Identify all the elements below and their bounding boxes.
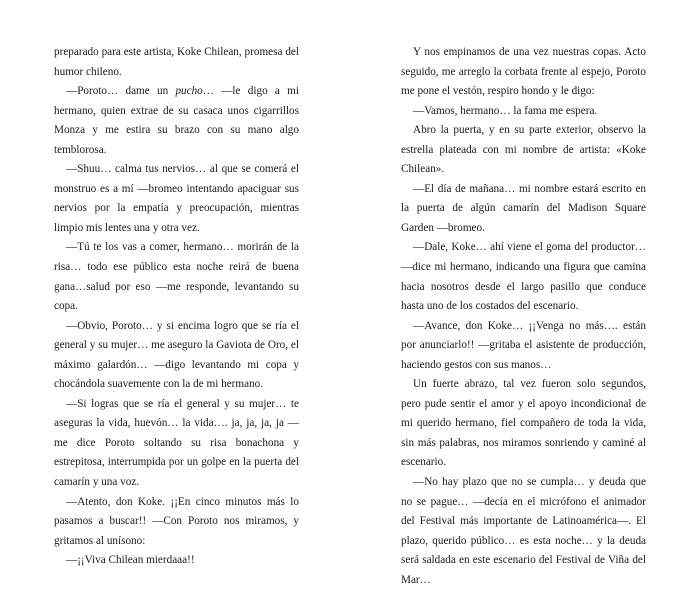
italic-word: pucho	[175, 85, 203, 98]
paragraph: Abro la puerta, y en su parte exterior, observo la estrella plateada con mi nombre de artista: «Koke Chilean».	[401, 124, 646, 176]
paragraph: —No hay plazo que no se cumpla… y deuda que no se pague… —decía en el micrófono el animador del Festival más importante de Latinoamérica—. El plazo, querido público… es esta noche… y la deuda será saldada en este escenario del Festival de Viña del Mar…	[401, 476, 646, 586]
paragraph: —Dale, Koke… ahí viene el goma del productor… —dice mi hermano, indicando una figura que camina hacia nosotros desde el largo pasillo que conduce hasta uno de los costados del escenario.	[401, 241, 646, 313]
right-page	[401, 43, 646, 590]
paragraph: —Tú te los vas a comer, hermano… morirán de la risa… todo ese público esta noche reirá de buena gana…salud por eso —me responde, levantando su copa.	[54, 241, 299, 313]
paragraph-text: —Poroto… dame un	[66, 85, 176, 98]
paragraph: Y nos empinamos de una vez nuestras copas. Acto seguido, me arreglo la corbata frente al espejo, Poroto me pone el vestón, respiro hondo y le digo:	[401, 46, 646, 98]
paragraph: —Shuu… calma tus nervios… al que se comerá el monstruo es a mí —bromeo intentando apaciguar sus nervios por la empatía y preocupación, mientras limpio mis lentes una y otra vez.	[54, 163, 299, 234]
paragraph	[54, 82, 299, 160]
paragraph: preparado para este artista, Koke Chilean, promesa del humor chileno.	[54, 46, 299, 78]
paragraph: Un fuerte abrazo, tal vez fueron solo segundos, pero pude sentir el amor y el apoyo incondicional de mi querido hermano, fiel compañero de toda la vida, sin más palabras, nos miramos sonriendo y caminé al escenario.	[401, 378, 646, 469]
paragraph: —¡¡Viva Chilean mierdaaa!!	[66, 554, 195, 567]
page-gutter	[349, 0, 351, 500]
paragraph: —Vamos, hermano… la fama me espera.	[413, 104, 598, 117]
left-page	[54, 43, 299, 571]
paragraph: —Atento, don Koke. ¡¡En cinco minutos más lo pasamos a buscar!! —Con Poroto nos miramos, y gritamos al unísono:	[54, 495, 299, 547]
paragraph: —El día de mañana… mi nombre estará escrito en la puerta de algún camarín del Madison Square Garden —bromeo.	[401, 182, 646, 234]
paragraph: —Obvio, Poroto… y si encima logro que se ría el general y su mujer… me aseguro la Gaviota de Oro, el máximo galardón… —digo levantando mi copa y chocándola suavemente con la de mi hermano.	[54, 319, 299, 391]
paragraph: —Avance, don Koke… ¡¡Venga no más…. están por anunciarlo!! —gritaba el asistente de producción, haciendo gestos con sus manos…	[401, 319, 646, 371]
paragraph-text: … —le digo a mi hermano, quien extrae de su casaca unos cigarrillos Monza y me estira su brazo con su mano algo temblorosa.	[54, 85, 299, 156]
paragraph: —Si logras que se ría el general y su mujer… te aseguras la vida, huevón… la vida…. ja, ja, ja, ja —me dice Poroto soltando su risa bonachona y estrepitosa, interrumpida por un golpe en la puerta del camarín y una voz.	[54, 397, 299, 489]
